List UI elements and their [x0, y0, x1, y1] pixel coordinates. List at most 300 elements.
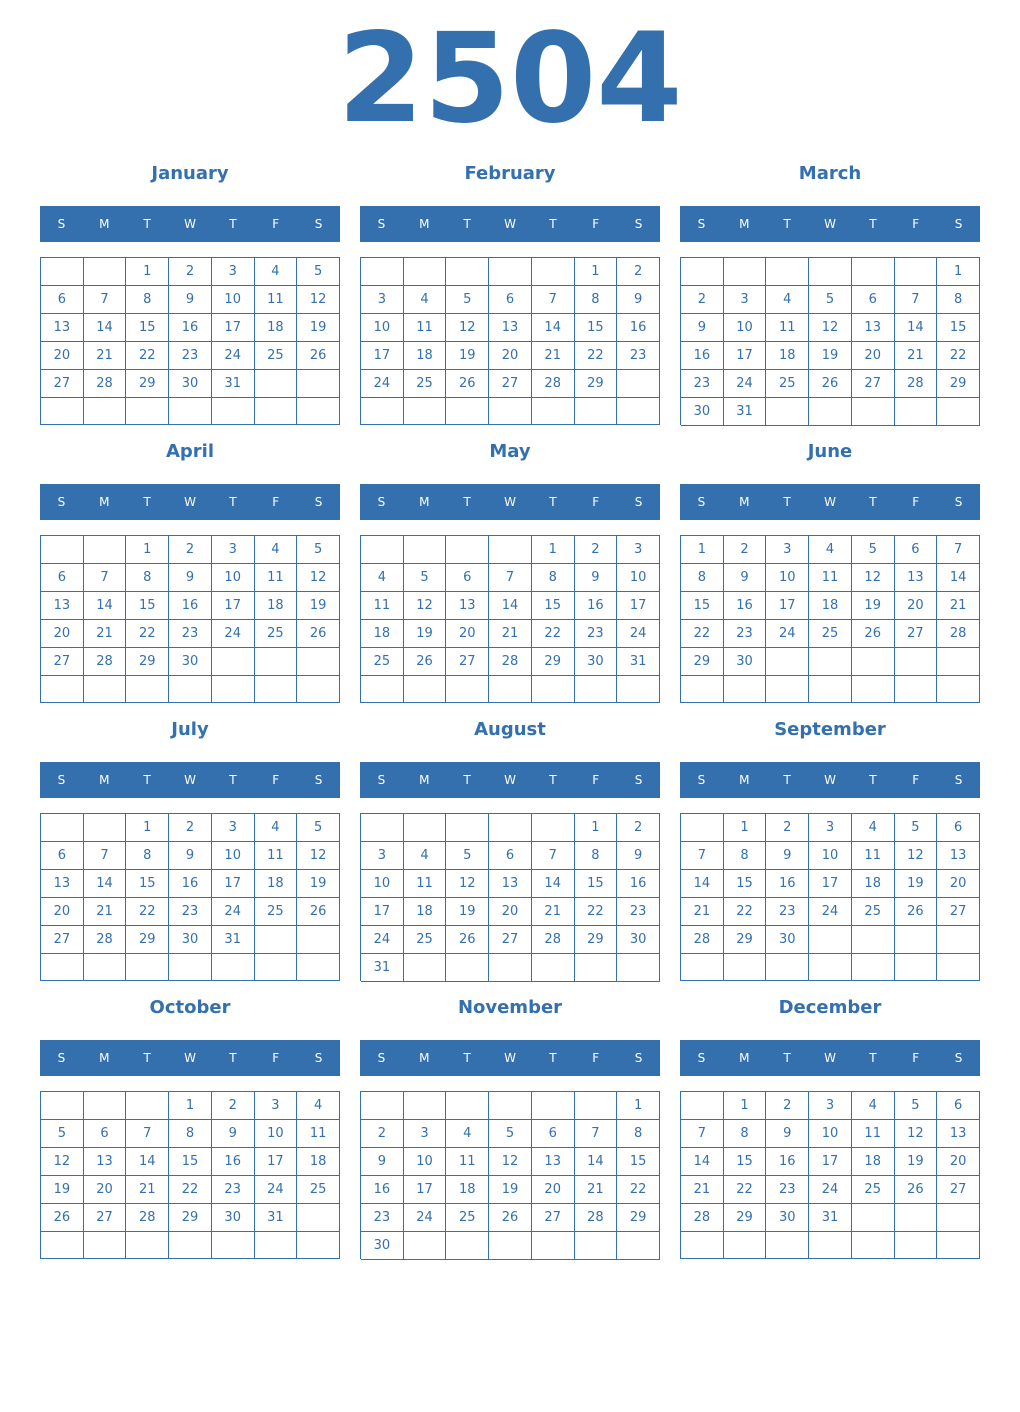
- day-cell: [446, 1232, 489, 1260]
- day-cell: 4: [255, 536, 298, 564]
- day-cell: [766, 258, 809, 286]
- day-cell: [532, 954, 575, 982]
- day-cell: 4: [852, 814, 895, 842]
- day-cell: 5: [41, 1120, 84, 1148]
- day-cell: 21: [84, 898, 127, 926]
- day-cell: 30: [361, 1232, 404, 1260]
- day-cell: [852, 954, 895, 981]
- day-cell: 13: [489, 870, 532, 898]
- day-cell: 1: [724, 1092, 767, 1120]
- day-cell: 8: [532, 564, 575, 592]
- day-cell: [41, 1232, 84, 1259]
- day-cell: 15: [724, 870, 767, 898]
- day-cell: 9: [766, 842, 809, 870]
- day-grid: [360, 1091, 660, 1259]
- day-cell: 16: [766, 870, 809, 898]
- day-cell: [212, 398, 255, 425]
- day-grid: [360, 257, 660, 425]
- day-cell: 3: [809, 1092, 852, 1120]
- day-cell: [895, 954, 938, 981]
- day-cell: [895, 926, 938, 954]
- day-cell: 4: [361, 564, 404, 592]
- weekday-label: M: [739, 495, 750, 509]
- day-cell: 20: [41, 898, 84, 926]
- weekday-label: F: [272, 495, 280, 509]
- weekday-label: S: [697, 217, 706, 231]
- month-name: July: [171, 719, 209, 740]
- day-cell: 19: [404, 620, 447, 648]
- day-cell: 25: [361, 648, 404, 676]
- day-cell: 10: [361, 870, 404, 898]
- day-cell: 10: [766, 564, 809, 592]
- weekday-header: [360, 206, 660, 242]
- weekday-label: T: [549, 217, 557, 231]
- weekday-label: F: [272, 773, 280, 787]
- day-cell: 31: [617, 648, 660, 676]
- day-cell: 5: [297, 258, 340, 286]
- day-cell: [895, 1232, 938, 1259]
- day-cell: 5: [404, 564, 447, 592]
- day-cell: 27: [41, 648, 84, 676]
- day-cell: 21: [575, 1176, 618, 1204]
- weekday-label: S: [954, 773, 963, 787]
- day-cell: [575, 1232, 618, 1260]
- weekday-label: S: [697, 495, 706, 509]
- day-cell: 30: [169, 648, 212, 676]
- day-cell: 6: [41, 286, 84, 314]
- day-cell: 16: [169, 314, 212, 342]
- month-name: January: [151, 163, 229, 184]
- day-cell: 15: [681, 592, 724, 620]
- month-name: November: [457, 997, 563, 1018]
- day-cell: [255, 676, 298, 703]
- day-cell: 25: [766, 370, 809, 398]
- day-cell: [681, 1092, 724, 1120]
- day-cell: 6: [489, 842, 532, 870]
- day-cell: 5: [446, 286, 489, 314]
- day-cell: [41, 814, 84, 842]
- day-cell: 18: [255, 870, 298, 898]
- day-cell: [404, 954, 447, 982]
- day-cell: 16: [575, 592, 618, 620]
- day-cell: 2: [169, 536, 212, 564]
- day-cell: 14: [895, 314, 938, 342]
- day-cell: [489, 536, 532, 564]
- day-cell: [297, 1232, 340, 1259]
- day-cell: 13: [489, 314, 532, 342]
- month-name: October: [149, 997, 231, 1018]
- day-cell: 27: [446, 648, 489, 676]
- day-cell: 20: [937, 870, 980, 898]
- day-cell: 9: [575, 564, 618, 592]
- day-cell: 28: [895, 370, 938, 398]
- day-cell: 16: [681, 342, 724, 370]
- day-cell: 18: [852, 1148, 895, 1176]
- day-cell: [895, 398, 938, 426]
- day-cell: 4: [809, 536, 852, 564]
- weekday-label: M: [739, 773, 750, 787]
- day-cell: 19: [297, 592, 340, 620]
- day-cell: [84, 954, 127, 981]
- day-cell: 6: [852, 286, 895, 314]
- day-cell: 27: [84, 1204, 127, 1232]
- day-cell: 7: [681, 842, 724, 870]
- day-cell: 4: [766, 286, 809, 314]
- day-cell: [575, 676, 618, 703]
- day-cell: 19: [895, 870, 938, 898]
- day-cell: 11: [446, 1148, 489, 1176]
- day-cell: [724, 258, 767, 286]
- day-cell: 28: [681, 1204, 724, 1232]
- day-cell: 19: [297, 314, 340, 342]
- day-cell: [766, 954, 809, 981]
- day-cell: 25: [852, 1176, 895, 1204]
- day-cell: 24: [724, 370, 767, 398]
- day-cell: 26: [895, 1176, 938, 1204]
- weekday-label: M: [419, 773, 430, 787]
- day-cell: 23: [617, 342, 660, 370]
- day-grid: [40, 813, 340, 981]
- day-cell: 10: [809, 842, 852, 870]
- day-cell: 14: [681, 1148, 724, 1176]
- day-cell: [809, 648, 852, 676]
- day-cell: 27: [532, 1204, 575, 1232]
- day-cell: 17: [212, 314, 255, 342]
- day-cell: [41, 536, 84, 564]
- day-cell: 22: [169, 1176, 212, 1204]
- weekday-label: F: [592, 1051, 600, 1065]
- day-cell: [446, 954, 489, 982]
- weekday-label: S: [57, 495, 66, 509]
- weekday-label: M: [419, 495, 430, 509]
- day-cell: [809, 258, 852, 286]
- day-cell: 20: [489, 342, 532, 370]
- day-cell: 15: [575, 314, 618, 342]
- day-cell: 7: [532, 286, 575, 314]
- weekday-label: T: [783, 1051, 791, 1065]
- weekday-label: W: [504, 1051, 516, 1065]
- day-cell: 12: [446, 314, 489, 342]
- day-cell: [895, 1204, 938, 1232]
- day-cell: 30: [575, 648, 618, 676]
- day-cell: 28: [84, 648, 127, 676]
- day-cell: [255, 398, 298, 425]
- day-cell: [617, 370, 660, 398]
- day-cell: 24: [809, 898, 852, 926]
- day-cell: 4: [404, 842, 447, 870]
- weekday-label: S: [954, 1051, 963, 1065]
- day-cell: 25: [297, 1176, 340, 1204]
- weekday-label: M: [419, 1051, 430, 1065]
- weekday-label: M: [99, 495, 110, 509]
- day-cell: [297, 1204, 340, 1232]
- day-cell: 4: [297, 1092, 340, 1120]
- day-cell: [489, 814, 532, 842]
- day-cell: 10: [255, 1120, 298, 1148]
- day-cell: [895, 258, 938, 286]
- day-cell: 7: [532, 842, 575, 870]
- day-cell: 22: [724, 1176, 767, 1204]
- day-cell: 10: [724, 314, 767, 342]
- day-cell: [937, 676, 980, 703]
- day-cell: 11: [852, 1120, 895, 1148]
- weekday-label: F: [272, 217, 280, 231]
- day-cell: [766, 676, 809, 703]
- day-cell: 21: [681, 1176, 724, 1204]
- day-cell: 20: [937, 1148, 980, 1176]
- day-cell: 1: [575, 814, 618, 842]
- day-cell: [126, 954, 169, 981]
- day-cell: [41, 676, 84, 703]
- weekday-label: W: [184, 1051, 196, 1065]
- day-cell: 27: [489, 926, 532, 954]
- year-title: 2504: [337, 7, 683, 151]
- day-cell: 10: [212, 564, 255, 592]
- day-cell: 17: [255, 1148, 298, 1176]
- day-cell: 26: [446, 926, 489, 954]
- weekday-label: T: [229, 217, 237, 231]
- day-cell: 28: [937, 620, 980, 648]
- day-cell: [532, 1092, 575, 1120]
- day-cell: 6: [446, 564, 489, 592]
- weekday-label: T: [549, 1051, 557, 1065]
- weekday-label: M: [99, 773, 110, 787]
- day-cell: 1: [937, 258, 980, 286]
- weekday-label: M: [739, 1051, 750, 1065]
- day-cell: 28: [532, 370, 575, 398]
- day-cell: [297, 676, 340, 703]
- day-cell: 11: [255, 842, 298, 870]
- weekday-label: S: [377, 1051, 386, 1065]
- weekday-label: F: [912, 217, 920, 231]
- month-name: February: [464, 163, 556, 184]
- day-cell: 8: [126, 286, 169, 314]
- day-cell: 6: [937, 814, 980, 842]
- day-cell: 29: [126, 370, 169, 398]
- day-cell: [937, 1204, 980, 1232]
- weekday-label: S: [314, 217, 323, 231]
- day-cell: 26: [41, 1204, 84, 1232]
- weekday-label: W: [504, 217, 516, 231]
- day-cell: [361, 814, 404, 842]
- day-cell: 14: [532, 870, 575, 898]
- weekday-label: T: [783, 773, 791, 787]
- weekday-label: W: [184, 773, 196, 787]
- weekday-label: W: [824, 773, 836, 787]
- day-cell: 16: [724, 592, 767, 620]
- day-cell: [852, 1204, 895, 1232]
- month-name: May: [489, 441, 531, 462]
- weekday-label: T: [463, 217, 471, 231]
- day-cell: 16: [169, 592, 212, 620]
- day-cell: 9: [617, 286, 660, 314]
- weekday-label: W: [824, 495, 836, 509]
- day-cell: [489, 398, 532, 425]
- weekday-label: S: [377, 773, 386, 787]
- weekday-label: T: [783, 217, 791, 231]
- month-name: August: [474, 719, 546, 740]
- day-cell: 8: [575, 286, 618, 314]
- weekday-label: F: [912, 495, 920, 509]
- day-cell: 23: [575, 620, 618, 648]
- day-cell: 24: [617, 620, 660, 648]
- day-cell: [724, 676, 767, 703]
- day-cell: 14: [126, 1148, 169, 1176]
- day-cell: 30: [169, 926, 212, 954]
- day-cell: 5: [895, 814, 938, 842]
- day-cell: 13: [895, 564, 938, 592]
- day-cell: 7: [84, 286, 127, 314]
- day-cell: 23: [766, 1176, 809, 1204]
- day-cell: 7: [84, 564, 127, 592]
- month-name: March: [798, 163, 862, 184]
- day-cell: [361, 1092, 404, 1120]
- day-cell: 30: [681, 398, 724, 426]
- day-cell: 29: [169, 1204, 212, 1232]
- day-cell: [84, 676, 127, 703]
- day-cell: 8: [169, 1120, 212, 1148]
- day-cell: 10: [361, 314, 404, 342]
- weekday-label: T: [143, 773, 151, 787]
- day-cell: 3: [212, 536, 255, 564]
- day-cell: [489, 1232, 532, 1260]
- day-cell: 31: [212, 926, 255, 954]
- day-cell: 1: [617, 1092, 660, 1120]
- day-cell: 26: [297, 898, 340, 926]
- day-cell: [404, 814, 447, 842]
- day-cell: 2: [575, 536, 618, 564]
- day-cell: [297, 370, 340, 398]
- day-cell: 28: [681, 926, 724, 954]
- day-cell: 14: [532, 314, 575, 342]
- day-cell: 13: [84, 1148, 127, 1176]
- day-cell: [489, 954, 532, 982]
- day-cell: 13: [446, 592, 489, 620]
- weekday-label: T: [549, 773, 557, 787]
- day-cell: 17: [212, 592, 255, 620]
- day-cell: [852, 648, 895, 676]
- day-cell: [852, 1232, 895, 1259]
- day-cell: 22: [575, 898, 618, 926]
- day-cell: 14: [681, 870, 724, 898]
- day-cell: 22: [617, 1176, 660, 1204]
- day-cell: 5: [297, 536, 340, 564]
- day-cell: [41, 258, 84, 286]
- day-cell: 29: [617, 1204, 660, 1232]
- day-cell: [575, 398, 618, 425]
- day-cell: 26: [446, 370, 489, 398]
- day-cell: [126, 676, 169, 703]
- day-cell: 2: [361, 1120, 404, 1148]
- day-cell: [937, 954, 980, 981]
- day-cell: 16: [212, 1148, 255, 1176]
- day-cell: [84, 536, 127, 564]
- day-cell: 5: [809, 286, 852, 314]
- weekday-header: [40, 484, 340, 520]
- weekday-label: S: [57, 1051, 66, 1065]
- day-cell: [809, 676, 852, 703]
- day-cell: 23: [169, 898, 212, 926]
- day-cell: 3: [766, 536, 809, 564]
- day-cell: 30: [212, 1204, 255, 1232]
- day-cell: 27: [937, 1176, 980, 1204]
- day-cell: [532, 398, 575, 425]
- day-cell: [724, 954, 767, 981]
- day-cell: [255, 954, 298, 981]
- day-cell: 2: [766, 1092, 809, 1120]
- day-cell: 4: [255, 814, 298, 842]
- weekday-label: T: [869, 1051, 877, 1065]
- day-cell: [446, 258, 489, 286]
- weekday-label: T: [143, 495, 151, 509]
- weekday-header: [680, 762, 980, 798]
- weekday-label: W: [184, 495, 196, 509]
- day-cell: 18: [297, 1148, 340, 1176]
- day-cell: 18: [809, 592, 852, 620]
- day-cell: 17: [361, 898, 404, 926]
- day-grid: [360, 535, 660, 703]
- day-grid: [360, 813, 660, 981]
- day-cell: 3: [212, 814, 255, 842]
- day-cell: 11: [297, 1120, 340, 1148]
- day-cell: 10: [809, 1120, 852, 1148]
- day-cell: 17: [809, 870, 852, 898]
- day-cell: 13: [532, 1148, 575, 1176]
- day-cell: [404, 536, 447, 564]
- day-cell: 20: [41, 342, 84, 370]
- day-cell: 14: [84, 592, 127, 620]
- day-cell: 5: [489, 1120, 532, 1148]
- weekday-label: S: [377, 495, 386, 509]
- day-cell: 8: [126, 842, 169, 870]
- day-cell: 1: [126, 814, 169, 842]
- day-cell: 25: [255, 342, 298, 370]
- day-cell: 22: [532, 620, 575, 648]
- day-cell: [255, 1232, 298, 1259]
- day-cell: 4: [404, 286, 447, 314]
- day-cell: 6: [937, 1092, 980, 1120]
- day-cell: [681, 814, 724, 842]
- weekday-label: S: [377, 217, 386, 231]
- day-cell: 20: [489, 898, 532, 926]
- day-cell: 1: [575, 258, 618, 286]
- day-cell: 29: [126, 648, 169, 676]
- day-cell: 2: [766, 814, 809, 842]
- day-cell: 9: [766, 1120, 809, 1148]
- day-cell: 19: [297, 870, 340, 898]
- day-cell: [852, 258, 895, 286]
- day-cell: 18: [404, 898, 447, 926]
- day-cell: 26: [297, 342, 340, 370]
- day-cell: 29: [532, 648, 575, 676]
- weekday-header: [680, 206, 980, 242]
- day-cell: 29: [681, 648, 724, 676]
- weekday-label: W: [504, 495, 516, 509]
- day-cell: 12: [809, 314, 852, 342]
- day-cell: 29: [937, 370, 980, 398]
- day-cell: 8: [937, 286, 980, 314]
- day-cell: 28: [84, 926, 127, 954]
- weekday-label: T: [869, 217, 877, 231]
- day-cell: 19: [895, 1148, 938, 1176]
- day-cell: [446, 536, 489, 564]
- day-cell: 13: [41, 592, 84, 620]
- day-cell: 25: [255, 898, 298, 926]
- day-cell: 8: [681, 564, 724, 592]
- weekday-label: F: [592, 217, 600, 231]
- day-cell: 11: [852, 842, 895, 870]
- day-cell: 23: [361, 1204, 404, 1232]
